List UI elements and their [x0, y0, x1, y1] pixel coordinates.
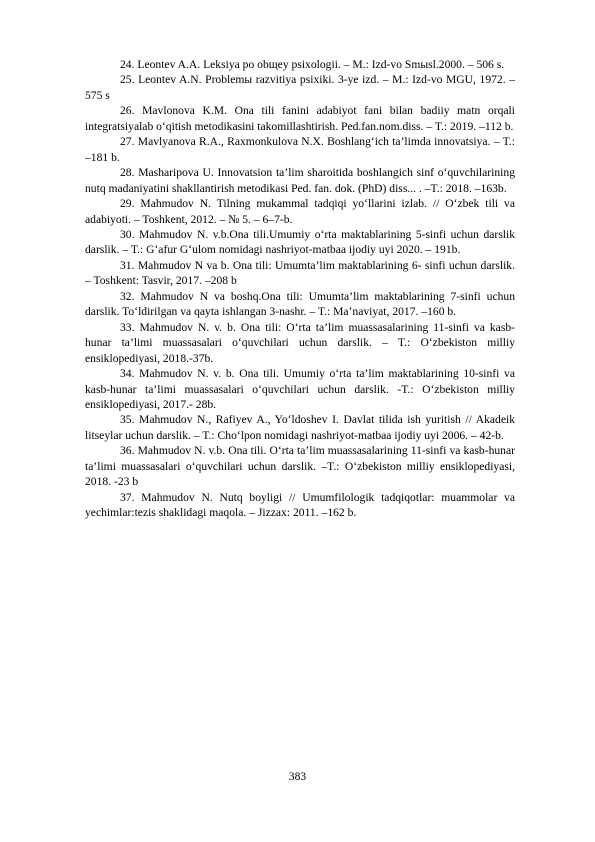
- reference-entry: 30. Mahmudov N. v.b.Ona tili.Umumiy o‘rta maktablarining 5-sinfi uchun darslik darslik. – T.: G‘afur G‘ulom nomidagi nashriyot-matbaa ijodiy uyi 2020. – 191b.: [85, 227, 515, 257]
- reference-entry: 33. Mahmudov N. v. b. Ona tili: O‘rta ta’lim muassasalarining 11-sinfi va kasb-hunar ta’limi muassasalari o‘quvchilari uchun darslik. – T.: O‘zbekiston milliy ensiklopediyasi, 2018.-37b.: [85, 320, 515, 365]
- reference-entry: 37. Mahmudov N. Nutq boyligi // Umumfilologik tadqiqotlar: muammolar va yechimlar:tezis shaklidagi maqola. – Jizzax: 2011. –162 b.: [85, 490, 515, 520]
- reference-entry: 29. Mahmudov N. Tilning mukammal tadqiqi yo‘llarini izlab. // O‘zbek tili va adabiyoti. – Toshkent, 2012. – № 5. – 6–7-b.: [85, 197, 515, 226]
- page-number: 383: [288, 770, 307, 783]
- reference-entry: 27. Mavlyanova R.A., Raxmonkulova N.X. Boshlang‘ich ta’limda innovatsiya. – T.: –181 b.: [85, 135, 515, 164]
- reference-entry: 32. Mahmudov N va boshq.Ona tili: Umumta’lim maktablarining 7-sinfi uchun darslik. To‘ldirilgan va qayta ishlangan 3-nashr. – T.: Ma’naviyat, 2017. –160 b.: [85, 289, 515, 319]
- reference-entry: 25. Leontev A.N. Problemы razvitiya psixiki. 3-ye izd. – M.: Izd-vo MGU, 1972. – 575 s: [85, 73, 515, 102]
- reference-entry: 35. Mahmudov N., Rafiyev A., Yo‘ldoshev I. Davlat tilida ish yuritish // Akadeik litseylar uchun darslik. – T.: Cho‘lpon nomidagi nashriyot-matbaa ijodiy uyi 2006. – 42-b.: [85, 413, 515, 442]
- reference-entry: 36. Mahmudov N. v.b. Ona tili. O‘rta ta’lim muassasalarining 11-sinfi va kasb-hunar ta’limi muassasalari o‘quvchilari uchun darslik. –T.: O‘zbekiston milliy ensiklopediyasi, 2018. -23 b: [85, 444, 515, 489]
- reference-entry: 34. Mahmudov N. v. b. Ona tili. Umumiy o‘rta ta’lim maktablarining 10-sinfi va kasb-hunar ta’limi muassasalari o‘quvchilari uchun darslik. -T.: O‘zbekiston milliy ensiklopediyasi, 2017.- 28b.: [85, 367, 515, 411]
- reference-entry: 31. Mahmudov N va b. Ona tili: Umumta’lim maktablarining 6- sinfi uchun darslik. – Toshkent: Tasvir, 2017. –208 b: [85, 258, 515, 288]
- reference-entry: 28. Masharipova U. Innovatsion ta’lim sharoitida boshlangich sinf o‘quvchilarining nutq madaniyatini shakllantirish metodikasi Ped. fan. dok. (PhD) diss... . –T.: 2018. –163b.: [85, 166, 515, 195]
- references-list: [85, 57, 515, 521]
- reference-entry: 26. Mavlonova K.M. Ona tili fanini adabiyot fani bilan badiiy matn orqali integratsiyalab o‘qitish metodikasini takomillashtirish. Ped.fan.nom.diss. – T.: 2019. –112 b.: [85, 104, 515, 133]
- reference-entry: 24. Leontev A.A. Leksiya po obщеy psixologii. – M.: Izd-vo Smыsl.2000. – 506 s.: [120, 58, 505, 71]
